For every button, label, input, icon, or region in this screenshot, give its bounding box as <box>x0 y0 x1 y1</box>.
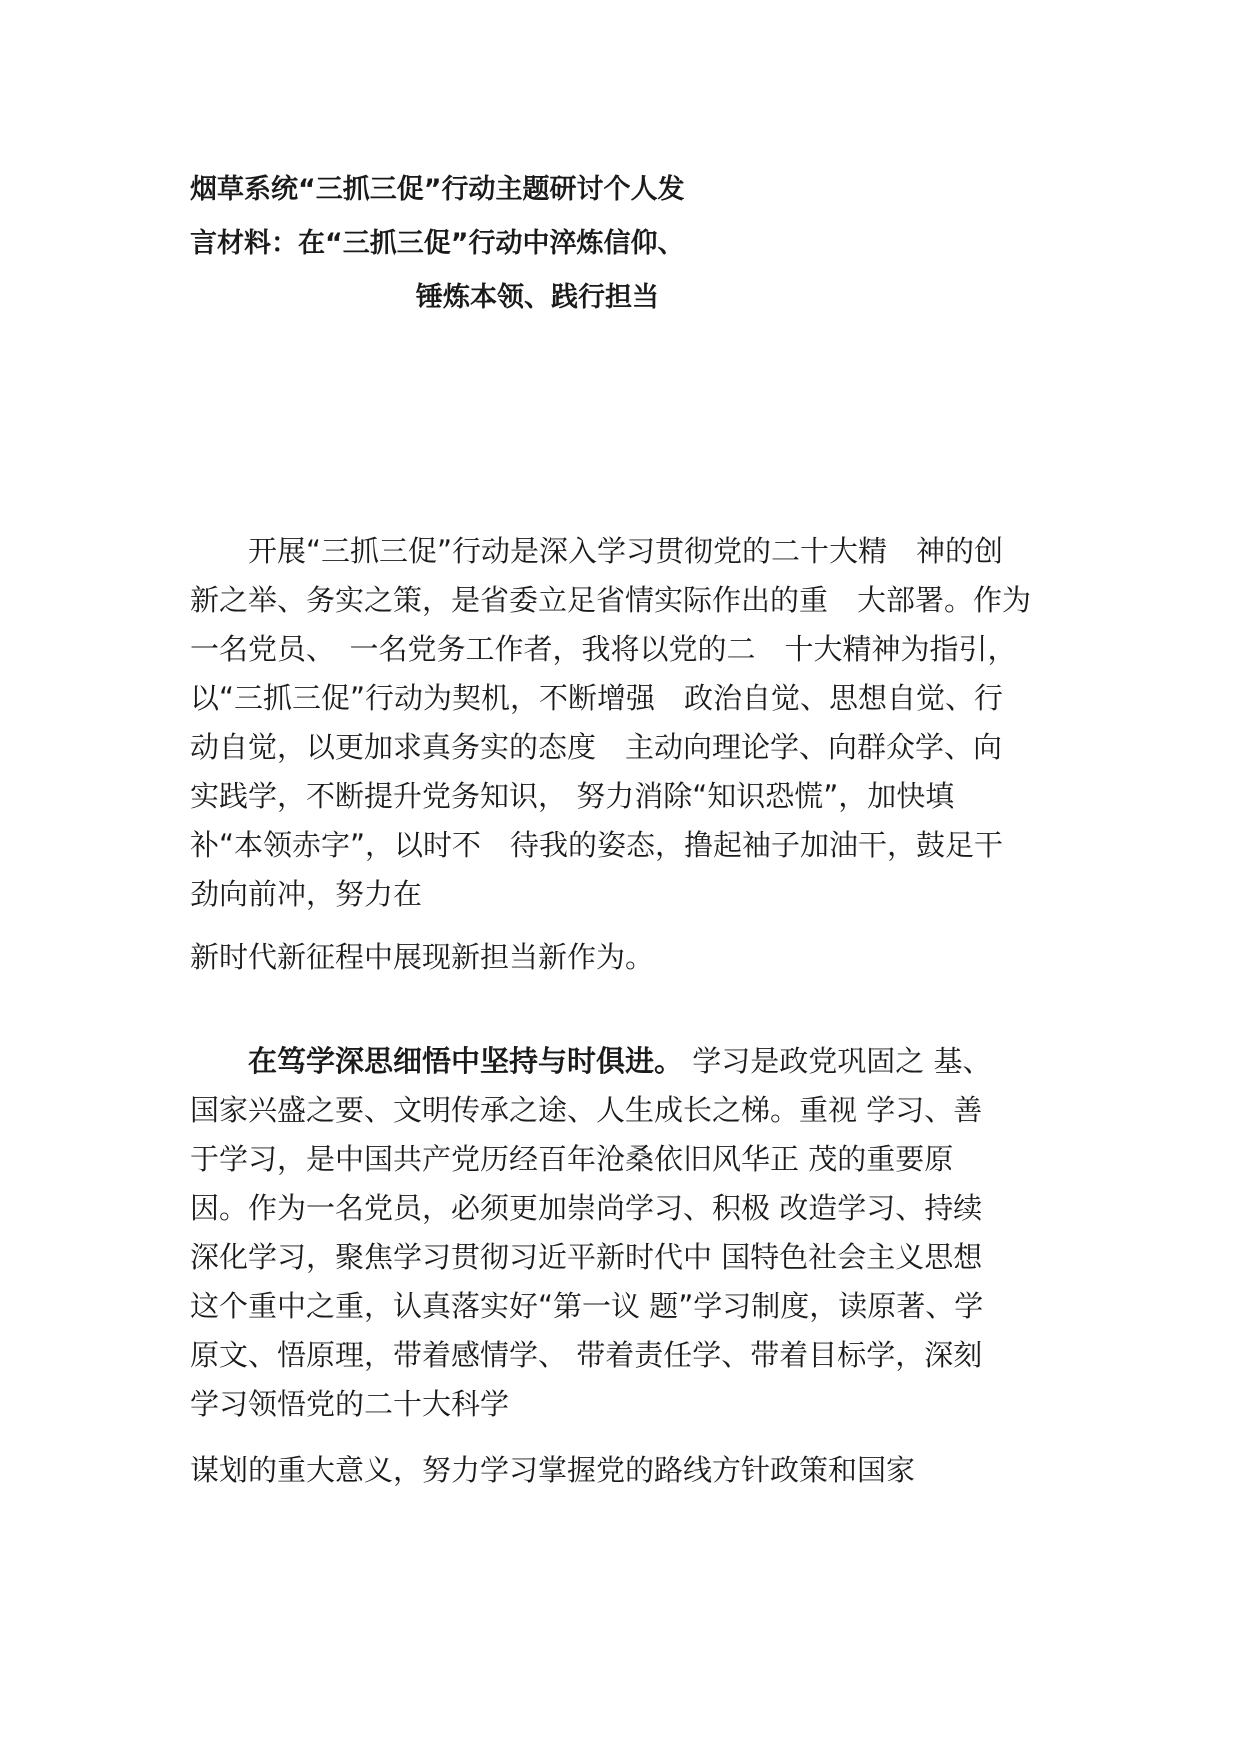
para1-line-1: 开展“三抓三促”行动是深入学习贯彻党的二十大精 神的创 <box>190 534 1004 568</box>
para2-line-1 <box>190 1041 991 1081</box>
para2-line-5: 深化学习，聚焦学习贯彻习近平新时代中 国特色社会主义思想 <box>190 1240 983 1274</box>
para1-line-3: 一名党员、 一名党务工作者，我将以党的二 十大精神为指引， <box>190 632 1017 666</box>
para1-line-6: 实践学，不断提升党务知识， 努力消除“知识恐慌”，加快填 <box>190 779 955 813</box>
document-title-line-1: 烟草系统“三抓三促”行动主题研讨个人发 <box>190 174 685 205</box>
para2-line-6: 这个重中之重，认真落实好“第一议 题”学习制度，读原著、学 <box>190 1289 984 1323</box>
para2-line-8: 学习领悟党的二十大科学 <box>190 1387 510 1421</box>
para1-tail-line: 新时代新征程中展现新担当新作为。 <box>190 940 655 974</box>
para1-line-5: 动自觉，以更加求真务实的态度 主动向理论学、向群众学、向 <box>190 730 1003 764</box>
para2-tail-line: 谋划的重大意义，努力学习掌握党的路线方针政策和国家 <box>190 1453 916 1487</box>
document-title-line-3: 锤炼本领、践行担当 <box>416 282 659 313</box>
para2-heading: 在笃学深思细悟中坚持与时俱进。 <box>248 1044 684 1078</box>
document-title-line-2: 言材料：在“三抓三促”行动中淬炼信仰、 <box>190 228 685 259</box>
para1-line-4: 以“三抓三促”行动为契机，不断增强 政治自觉、思想自觉、行 <box>190 681 1004 715</box>
para1-line-8: 劲向前冲，努力在 <box>190 877 423 911</box>
para1-line-7: 补“本领赤字”，以时不 待我的姿态，撸起袖子加油干，鼓足干 <box>190 828 1004 862</box>
para2-line-1-rest: 学习是政党巩固之 基、 <box>683 1044 992 1078</box>
para1-line-2: 新之举、务实之策，是省委立足省情实际作出的重 大部署。作为 <box>190 583 1032 617</box>
para2-line-4: 因。作为一名党员，必须更加崇尚学习、积极 改造学习、持续 <box>190 1191 983 1225</box>
para2-line-3: 于学习，是中国共产党历经百年沧桑依旧风华正 茂的重要原 <box>190 1142 954 1176</box>
para2-line-7: 原文、悟原理，带着感情学、 带着责任学、带着目标学，深刻 <box>190 1338 983 1372</box>
para2-line-2: 国家兴盛之要、文明传承之途、人生成长之梯。重视 学习、善 <box>190 1093 983 1127</box>
